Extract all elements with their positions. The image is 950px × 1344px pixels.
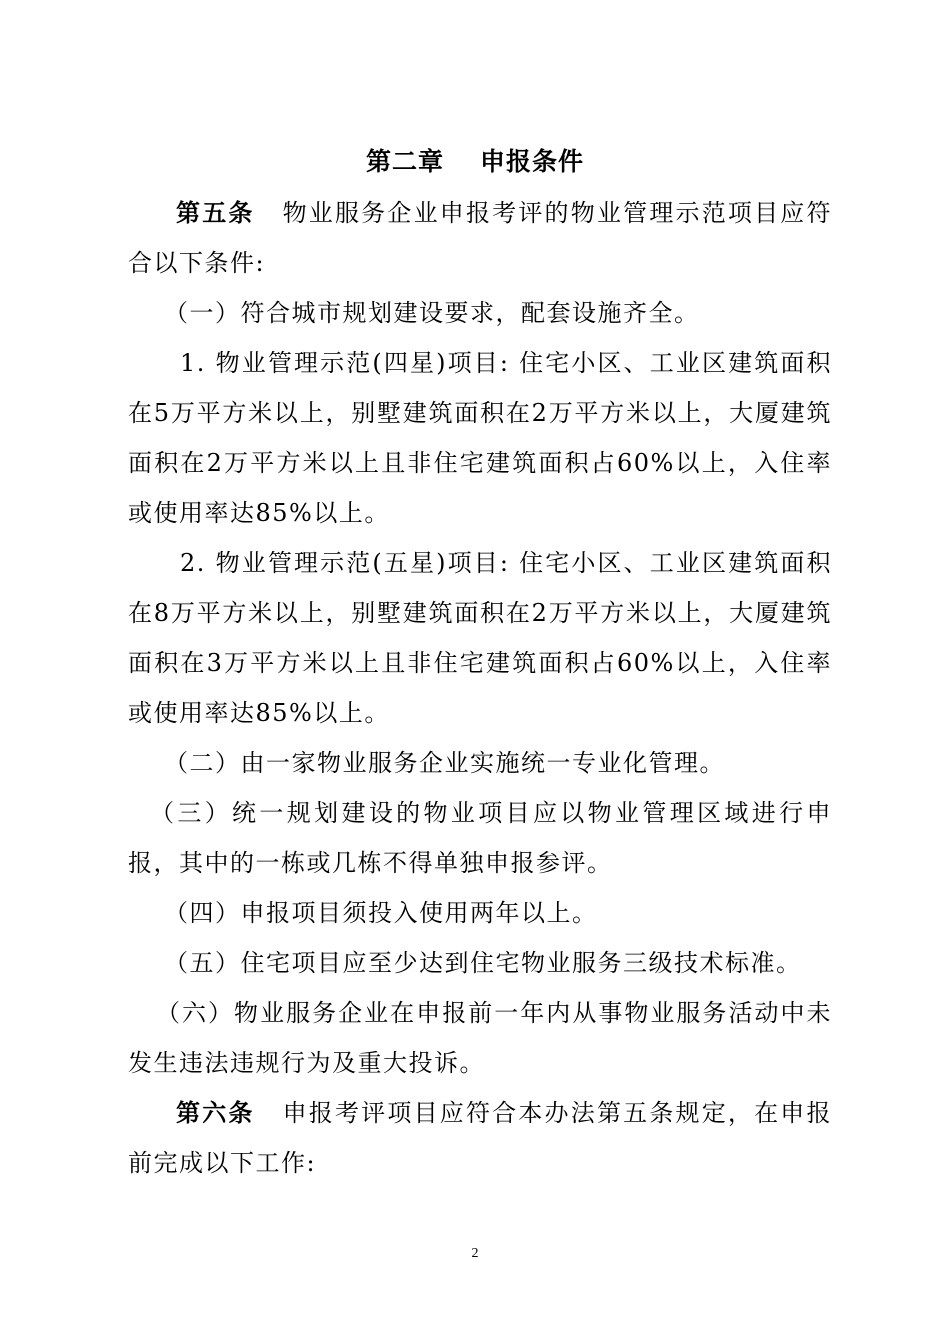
article-5-text: 物业服务企业申报考评的物业管理示范项目应符合以下条件: xyxy=(128,199,833,277)
article-6-text: 申报考评项目应符合本办法第五条规定，在申报前完成以下工作: xyxy=(128,1099,833,1177)
article-5-label: 第五条 xyxy=(176,199,255,227)
article-6-paragraph xyxy=(128,1088,832,1188)
article-5-paragraph xyxy=(128,188,832,288)
page-number: 2 xyxy=(471,1246,479,1261)
item-6: （六）物业服务企业在申报前一年内从事物业服务活动中未发生违法违规行为及重大投诉。 xyxy=(128,999,832,1077)
article-6-label: 第六条 xyxy=(176,1099,255,1127)
chapter-name: 申报条件 xyxy=(480,147,585,176)
item-4: （四）申报项目须投入使用两年以上。 xyxy=(164,899,598,927)
item-5: （五）住宅项目应至少达到住宅物业服务三级技术标准。 xyxy=(164,949,802,977)
chapter-title xyxy=(0,140,950,184)
item-1-sub-1: 1. 物业管理示范(四星)项目: 住宅小区、工业区建筑面积在5万平方米以上，别墅建筑面积在2万平方米以上，大厦建筑面积在2万平方米以上且非住宅建筑面积占60%以上，入住率或使用率达85%以上。 xyxy=(128,349,832,527)
item-2: （二）由一家物业服务企业实施统一专业化管理。 xyxy=(164,749,725,777)
chapter-number: 第二章 xyxy=(365,147,444,176)
item-1-sub-2: 2. 物业管理示范(五星)项目: 住宅小区、工业区建筑面积在8万平方米以上，别墅建筑面积在2万平方米以上，大厦建筑面积在3万平方米以上且非住宅建筑面积占60%以上，入住率或使用率达85%以上。 xyxy=(128,549,832,727)
item-1: （一）符合城市规划建设要求，配套设施齐全。 xyxy=(164,299,700,327)
item-3: （三）统一规划建设的物业项目应以物业管理区域进行申报，其中的一栋或几栋不得单独申报参评。 xyxy=(128,799,832,877)
